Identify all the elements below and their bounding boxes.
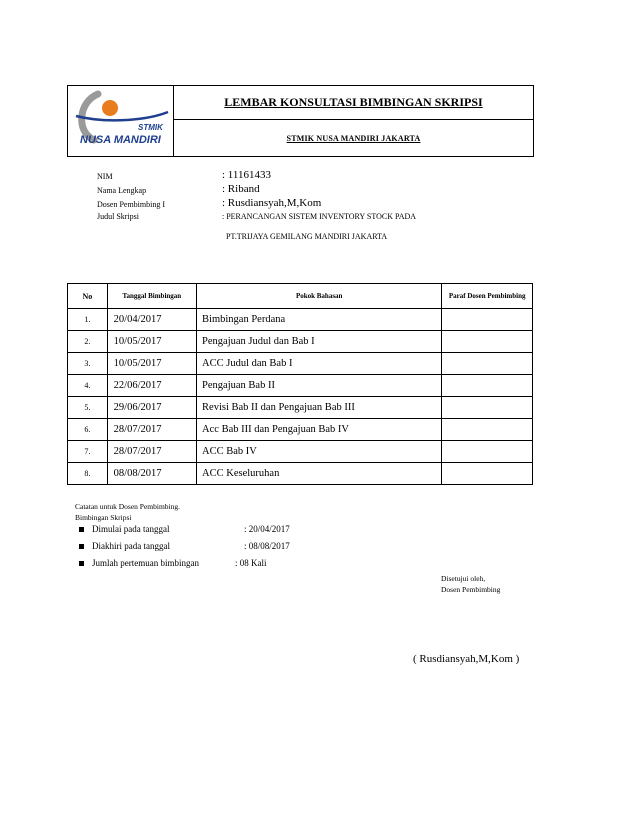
ended-line bbox=[79, 541, 170, 551]
consultation-table bbox=[67, 283, 533, 485]
count-line bbox=[79, 558, 199, 568]
header-box bbox=[67, 85, 534, 157]
table-row bbox=[68, 419, 533, 441]
header-no: No bbox=[68, 284, 108, 309]
row-subject: ACC Keseluruhan bbox=[197, 463, 442, 485]
row-sign bbox=[442, 331, 533, 353]
advisor-value: : Rusdiansyah,M,Kom bbox=[222, 197, 322, 209]
row-sign bbox=[442, 375, 533, 397]
nim-label: NIM bbox=[97, 172, 113, 181]
notes-subheading: Bimbingan Skripsi bbox=[75, 513, 132, 522]
nim-value: : 11161433 bbox=[222, 169, 271, 181]
row-subject: Revisi Bab II dan Pengajuan Bab III bbox=[197, 397, 442, 419]
row-sign bbox=[442, 441, 533, 463]
row-date: 10/05/2017 bbox=[107, 353, 196, 375]
row-date: 20/04/2017 bbox=[107, 309, 196, 331]
row-subject: Pengajuan Judul dan Bab I bbox=[197, 331, 442, 353]
row-subject: ACC Judul dan Bab I bbox=[197, 353, 442, 375]
bullet-icon bbox=[79, 527, 84, 532]
row-subject: ACC Bab IV bbox=[197, 441, 442, 463]
institution-name: STMIK NUSA MANDIRI JAKARTA bbox=[286, 133, 421, 143]
notes-heading: Catatan untuk Dosen Pembimbing. bbox=[75, 502, 180, 511]
logo-text-top: STMIK bbox=[138, 123, 163, 132]
row-sign bbox=[442, 419, 533, 441]
name-value: : Riband bbox=[222, 183, 260, 195]
row-date: 22/06/2017 bbox=[107, 375, 196, 397]
row-subject: Bimbingan Perdana bbox=[197, 309, 442, 331]
started-value: : 20/04/2017 bbox=[244, 524, 290, 534]
ended-label: Diakhiri pada tanggal bbox=[92, 541, 170, 551]
row-no: 7. bbox=[68, 441, 108, 463]
row-sign bbox=[442, 463, 533, 485]
approval-line1: Disetujui oleh, bbox=[441, 574, 486, 583]
row-no: 3. bbox=[68, 353, 108, 375]
row-subject: Pengajuan Bab II bbox=[197, 375, 442, 397]
approval-line2: Dosen Pembimbing bbox=[441, 585, 501, 594]
row-no: 4. bbox=[68, 375, 108, 397]
thesis-label: Judul Skripsi bbox=[97, 212, 140, 221]
table-row bbox=[68, 441, 533, 463]
stmik-logo-icon bbox=[68, 86, 173, 156]
name-label: Nama Lengkap bbox=[97, 186, 147, 195]
row-subject: Acc Bab III dan Pengajuan Bab IV bbox=[197, 419, 442, 441]
logo-text-bottom: NUSA MANDIRI bbox=[80, 134, 161, 146]
ended-value: : 08/08/2017 bbox=[244, 541, 290, 551]
document-title: LEMBAR KONSULTASI BIMBINGAN SKRIPSI bbox=[174, 86, 533, 120]
advisor-signature: ( Rusdiansyah,M,Kom ) bbox=[413, 653, 520, 665]
table-row bbox=[68, 375, 533, 397]
header-sign: Paraf Dosen Pembimbing bbox=[442, 284, 533, 309]
thesis-title-line2: PT.TRIJAYA GEMILANG MANDIRI JAKARTA bbox=[226, 232, 388, 241]
advisor-label: Dosen Pembimbing I bbox=[97, 200, 165, 209]
table-row bbox=[68, 309, 533, 331]
row-date: 10/05/2017 bbox=[107, 331, 196, 353]
started-line bbox=[79, 524, 169, 534]
row-no: 5. bbox=[68, 397, 108, 419]
table-header-row bbox=[68, 284, 533, 309]
row-no: 8. bbox=[68, 463, 108, 485]
table-row bbox=[68, 353, 533, 375]
row-no: 6. bbox=[68, 419, 108, 441]
header-date: Tanggal Bimbingan bbox=[107, 284, 196, 309]
table-row bbox=[68, 397, 533, 419]
row-sign bbox=[442, 397, 533, 419]
header-subject: Pokok Bahasan bbox=[197, 284, 442, 309]
bullet-icon bbox=[79, 561, 84, 566]
row-date: 08/08/2017 bbox=[107, 463, 196, 485]
row-date: 28/07/2017 bbox=[107, 419, 196, 441]
count-label: Jumlah pertemuan bimbingan bbox=[92, 558, 199, 568]
row-sign bbox=[442, 309, 533, 331]
bullet-icon bbox=[79, 544, 84, 549]
count-value: : 08 Kali bbox=[235, 558, 267, 568]
row-no: 2. bbox=[68, 331, 108, 353]
row-date: 29/06/2017 bbox=[107, 397, 196, 419]
row-sign bbox=[442, 353, 533, 375]
table-row bbox=[68, 463, 533, 485]
started-label: Dimulai pada tanggal bbox=[92, 524, 170, 534]
logo-cell bbox=[68, 86, 174, 156]
row-no: 1. bbox=[68, 309, 108, 331]
table-row bbox=[68, 331, 533, 353]
row-date: 28/07/2017 bbox=[107, 441, 196, 463]
thesis-title-line1: : PERANCANGAN SISTEM INVENTORY STOCK PADA bbox=[222, 212, 417, 221]
